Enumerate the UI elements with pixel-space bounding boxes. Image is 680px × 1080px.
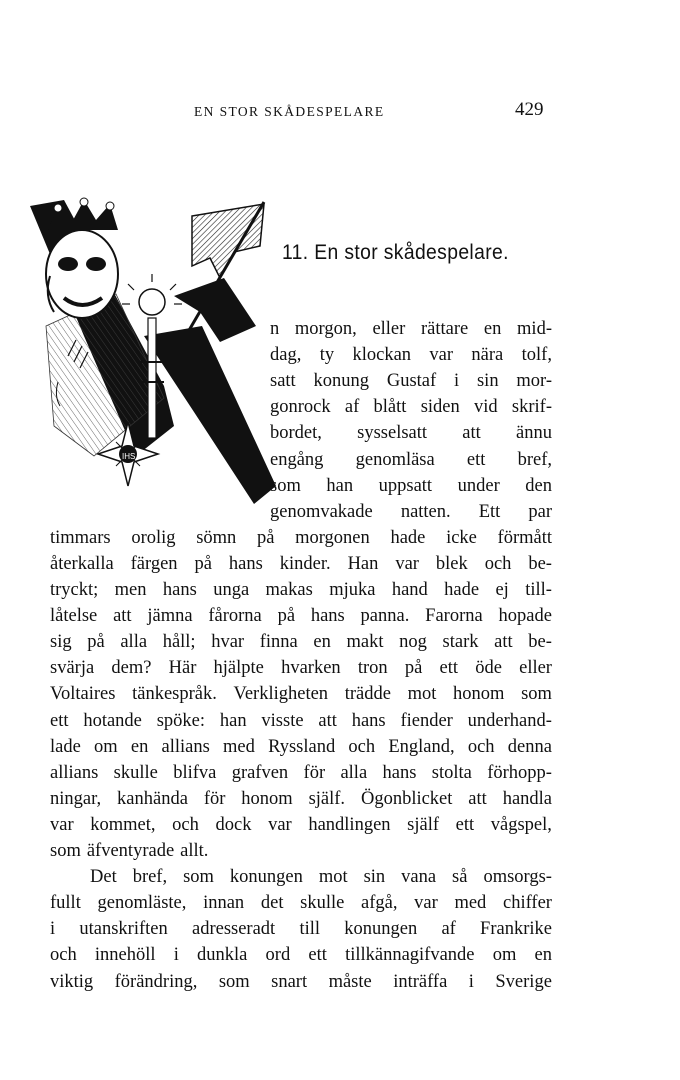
text-line: ningar, kanhända för honom själf. Ögonblicket att handla (50, 788, 552, 809)
chapter-title: 11. En stor skådespelare. (282, 241, 509, 264)
drop-cap-banner-text: IHS (122, 452, 136, 461)
running-head (0, 98, 680, 128)
running-title: EN STOR SKÅDESPELARE (194, 104, 385, 119)
text-line: var kommet, och dock var handlingen själf ett vågspel, (50, 814, 552, 835)
text-line: timmars orolig sömn på morgonen hade icke förmått (50, 527, 552, 548)
text-line: ett hotande spöke: han visste att hans fiender underhand- (50, 710, 552, 731)
banner-flag (192, 204, 264, 278)
text-line: lade om en allians med Ryssland och England, och denna (50, 736, 552, 757)
text-line: sig på alla håll; hvar finna en makt nog stark att be- (50, 632, 552, 653)
text-line: tryckt; men hans unga makas mjuka hand hade ej till- (50, 580, 552, 600)
text-line: gonrock af blått siden vid skrif- (270, 397, 552, 418)
text-line: bordet, sysselsatt att ännu (270, 423, 552, 444)
text-line: satt konung Gustaf i sin mor- (270, 371, 552, 392)
text-line: dag, ty klockan var nära tolf, (270, 345, 552, 366)
text-line: svärja dem? Här hjälpte hvarken tron på ett öde eller (50, 658, 552, 679)
text-line: Det bref, som konungen mot sin vana så omsorgs- (90, 867, 552, 888)
text-line: i utanskriften adresseradt till konungen af Frankrike (50, 919, 552, 940)
page-number: 429 (515, 99, 544, 120)
text-line: som äfventyrade allt. (50, 841, 209, 861)
text-line: viktig förändring, som snart måste inträffa i Sverige (50, 971, 552, 992)
text-line: genomvakade natten. Ett par (270, 501, 552, 522)
drop-cap-illustration (24, 186, 276, 506)
text-line: och innehöll i dunkla ord ett tillkännagifvande om en (50, 945, 552, 966)
text-line: Voltaires tänkespråk. Verkligheten trädde mot honom som (50, 684, 552, 705)
text-line: n morgon, eller rättare en mid- (270, 319, 552, 339)
drop-cap-letter-e-image (24, 186, 276, 506)
text-line: fullt genomläste, innan det skulle afgå, var med chiffer (50, 893, 552, 914)
text-line: som han uppsatt under den (270, 475, 552, 496)
text-line: engång genomläsa ett bref, (270, 449, 552, 470)
text-line: låtelse att jämna fårorna på hans panna. Farorna hopade (50, 606, 552, 627)
text-line: allians skulle blifva grafven för alla hans stolta förhopp- (50, 762, 552, 783)
text-line: återkalla färgen på hans kinder. Han var blek och be- (50, 553, 552, 574)
